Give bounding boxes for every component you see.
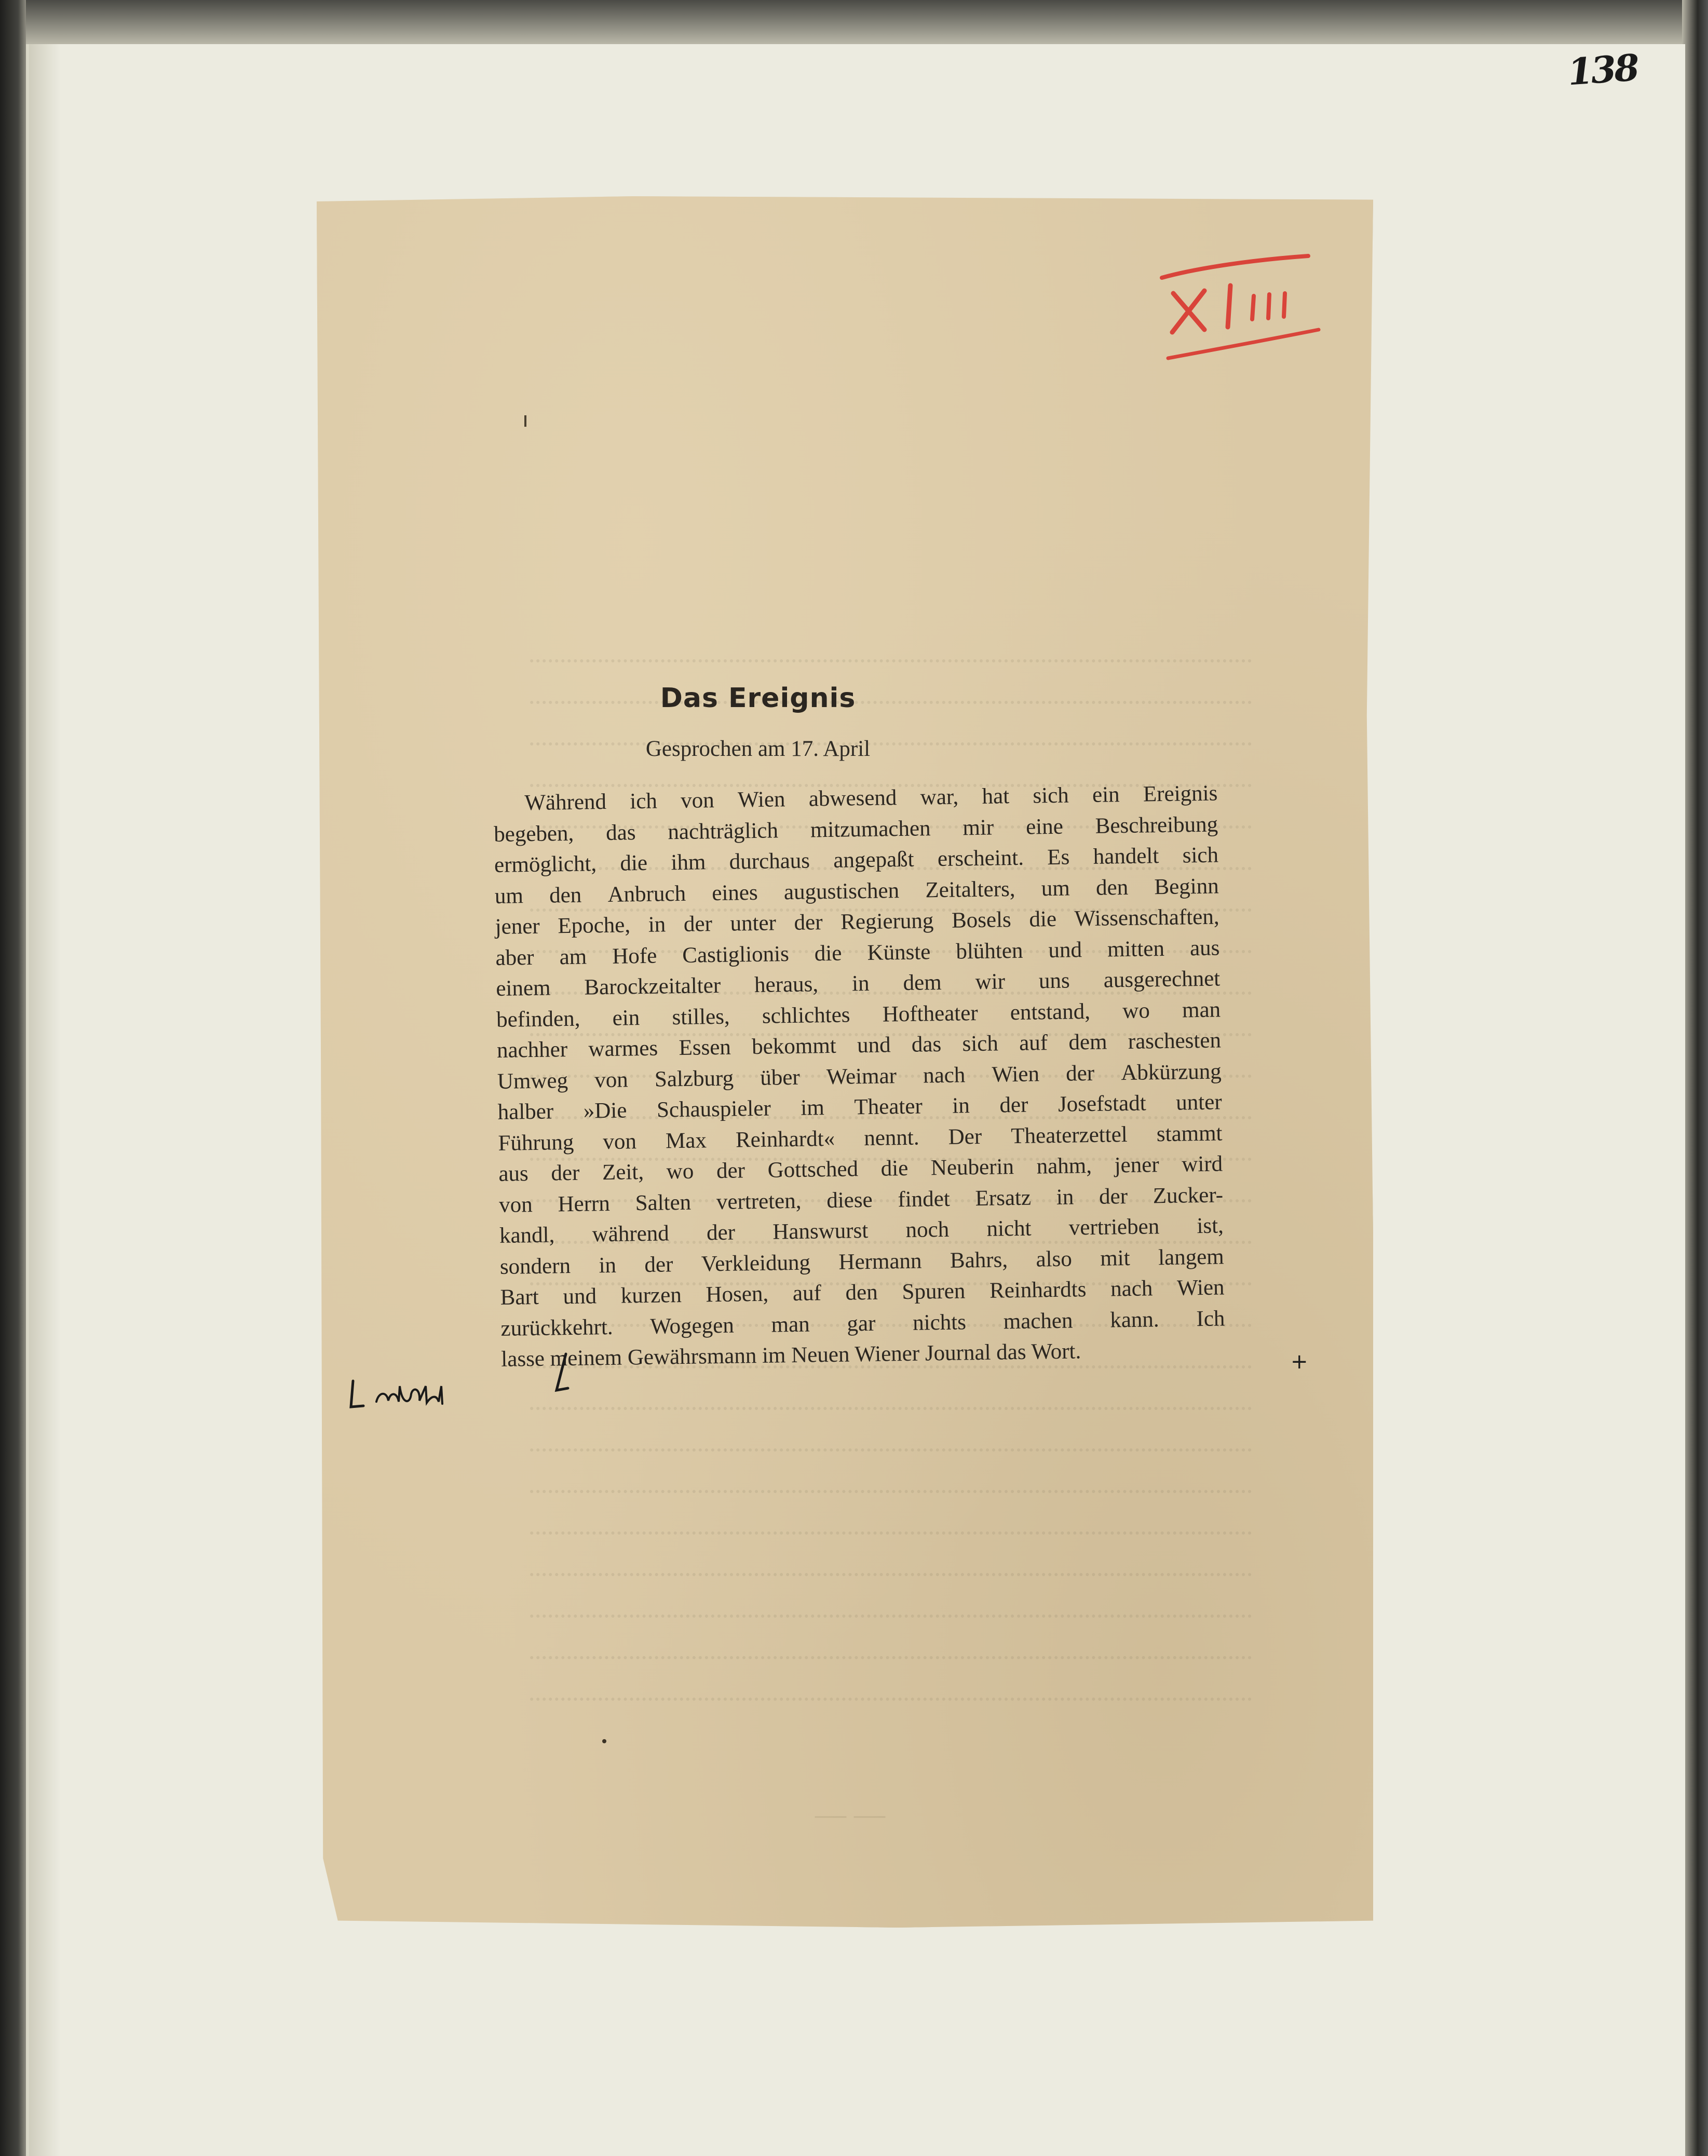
body-word: unter (730, 911, 777, 936)
body-word: kurzen (620, 1283, 682, 1308)
body-word: Wogegen (650, 1313, 735, 1339)
body-word: unter (1175, 1090, 1222, 1115)
document-subtitle: Gesprochen am 17. April (645, 737, 871, 761)
body-word: Ich (1196, 1306, 1225, 1331)
body-word: Bart (500, 1284, 539, 1310)
body-word: aus (498, 1161, 529, 1186)
body-word: zurückkehrt. (500, 1314, 613, 1341)
body-word: wir (975, 969, 1006, 995)
album-top-edge (26, 0, 1682, 44)
body-word: Hermann (838, 1249, 922, 1274)
body-word: eines (711, 880, 758, 905)
body-word: dem (903, 970, 942, 996)
body-word: Hoftheater (882, 1000, 978, 1027)
red-pencil-roman-numeral (1153, 236, 1324, 366)
body-word: Schauspieler (656, 1096, 771, 1122)
body-word: nichts (912, 1309, 967, 1335)
body-word: von (594, 1067, 629, 1092)
body-word: begeben, (493, 821, 574, 847)
body-word: auf (1019, 1030, 1048, 1055)
paper-blemish (602, 1739, 606, 1743)
body-word: nahm, (1036, 1153, 1092, 1179)
body-word: blühten (956, 938, 1023, 964)
body-word: sich (1182, 843, 1219, 868)
body-word: Herrn (558, 1191, 611, 1216)
body-word: findet (898, 1186, 951, 1212)
body-word: ihm (671, 850, 706, 875)
body-word: ein (612, 1005, 640, 1030)
album-binding (0, 0, 26, 2156)
body-word: stammt (1156, 1120, 1223, 1146)
body-word: langem (1158, 1244, 1225, 1270)
body-word: Ersatz (975, 1185, 1032, 1211)
album-right-edge (1682, 0, 1708, 2156)
body-word: ich (629, 789, 658, 814)
body-word: am (559, 944, 587, 969)
body-word: Wien (737, 787, 785, 812)
body-word: diese (826, 1187, 873, 1213)
body-word: nennt. (863, 1125, 919, 1150)
body-word: Reinhardt« (735, 1126, 835, 1152)
body-word: in (952, 1093, 970, 1118)
insertion-mark (550, 1350, 571, 1396)
page-gutter-shadow (29, 44, 60, 2156)
body-word: ist, (1197, 1213, 1224, 1239)
body-word: der (706, 1220, 736, 1245)
body-word: der (551, 1160, 580, 1186)
body-word: wird (1181, 1151, 1223, 1177)
body-word: jener (1114, 1152, 1159, 1178)
body-word: in (1056, 1184, 1074, 1210)
body-line: lasse meinem Gewährsmann im Neuen Wiener Journal das Wort. (501, 1339, 1081, 1372)
body-word: in (648, 912, 666, 937)
bleed-through-line (530, 1661, 1251, 1701)
body-word: abwesend (808, 785, 897, 811)
document-title: Das Ereignis (660, 683, 856, 714)
body-word: Essen (679, 1035, 731, 1061)
body-word: aus (1189, 935, 1220, 960)
body-word: Zeit, (602, 1160, 644, 1185)
body-word: schlichtes (762, 1002, 850, 1028)
body-word: der (716, 1158, 745, 1184)
body-word: der (644, 1252, 673, 1277)
body-word: also (1036, 1246, 1073, 1271)
body-word: Künste (867, 939, 931, 965)
body-word: Salten (635, 1190, 692, 1215)
body-word: Theaterzettel (1010, 1122, 1128, 1148)
body-word: halber (497, 1099, 554, 1124)
body-word: Max (665, 1128, 707, 1153)
body-word: um (1041, 876, 1070, 901)
body-word: Barockzeitalter (584, 973, 721, 1000)
body-word: Wien (1176, 1275, 1225, 1300)
body-word: Reinhardts (989, 1277, 1087, 1303)
body-word: wo (1122, 998, 1150, 1023)
body-word: befinden, (496, 1006, 580, 1032)
body-word: man (1182, 997, 1221, 1023)
body-word: Josefstadt (1058, 1091, 1146, 1117)
body-word: nach (1110, 1276, 1153, 1301)
body-word: raschesten (1128, 1028, 1222, 1054)
body-word: kandl, (499, 1223, 555, 1248)
body-word: Hanswurst (772, 1218, 869, 1244)
body-word: wo (666, 1159, 694, 1184)
body-word: hat (982, 784, 1010, 809)
body-word: und (857, 1033, 891, 1058)
paper-blemish (524, 415, 526, 427)
margin-annotation-handwriting (348, 1371, 462, 1417)
body-word: Hosen, (706, 1281, 769, 1307)
body-word: Neuberin (930, 1155, 1014, 1181)
body-word: angepaßt (833, 847, 914, 873)
body-word: ein (1092, 782, 1120, 807)
body-word: ermöglicht, (494, 851, 597, 877)
body-word: im (801, 1095, 825, 1120)
body-word: Zeitalters, (925, 876, 1015, 902)
body-word: Beschreibung (1095, 812, 1218, 838)
body-word: nachträglich (668, 818, 779, 844)
body-word: Abkürzung (1120, 1059, 1222, 1085)
body-word: Spuren (902, 1279, 966, 1305)
body-word: Regierung (840, 908, 934, 934)
body-word: Gottsched (767, 1157, 859, 1183)
body-word: eine (1025, 814, 1064, 839)
body-word: Wissenschaften, (1074, 904, 1219, 931)
margin-annotation (348, 1371, 462, 1417)
body-word: vertrieben (1068, 1214, 1160, 1240)
body-word: Während (524, 789, 607, 816)
bleed-through-line (530, 623, 1251, 662)
body-word: durchaus (729, 848, 810, 874)
body-word: in (599, 1253, 617, 1278)
bleed-through-line (530, 1620, 1251, 1659)
body-word: über (760, 1065, 800, 1090)
body-word: auf (792, 1281, 822, 1306)
body-word: Es (1047, 845, 1070, 870)
body-word: nach (923, 1062, 966, 1088)
body-word: warmes (588, 1036, 658, 1062)
body-word: und (563, 1284, 597, 1309)
body-word: das (911, 1032, 942, 1057)
body-word: von (498, 1192, 533, 1217)
bleed-through-line (530, 1578, 1251, 1618)
body-word: Weimar (826, 1063, 897, 1089)
body-word: war, (920, 784, 959, 810)
bleed-through-line (530, 1454, 1251, 1493)
body-word: Beginn (1154, 874, 1219, 899)
body-word: nicht (986, 1216, 1032, 1241)
body-word: vertreten, (716, 1188, 802, 1214)
body-word: die (880, 1156, 909, 1181)
body-word: den (549, 883, 582, 908)
body-word: um (494, 883, 524, 908)
body-word: bekommt (751, 1033, 836, 1060)
body-word: und (1048, 937, 1082, 962)
bleed-through-line (530, 1537, 1251, 1576)
body-word: Zucker- (1153, 1182, 1224, 1208)
folio-number: 138 (1566, 46, 1639, 94)
bleed-through-page-number: — — (815, 1797, 885, 1831)
body-word: man (771, 1312, 810, 1337)
body-word: Führung (498, 1130, 574, 1156)
body-word: jener (495, 914, 540, 939)
body-word: mitzumachen (810, 816, 931, 842)
body-word: erscheint. (937, 845, 1024, 872)
body-word: Castiglionis (682, 941, 790, 968)
body-word: der (999, 1092, 1028, 1118)
body-word: Hofe (612, 943, 657, 969)
body-word: mit (1100, 1245, 1130, 1271)
body-word: »Die (583, 1098, 627, 1123)
body-word: Epoche, (558, 913, 631, 939)
body-word: die (1029, 906, 1057, 932)
body-word: den (1095, 875, 1129, 900)
body-word: Der (948, 1124, 982, 1149)
body-word: handelt (1093, 844, 1159, 869)
body-word: aber (495, 945, 534, 970)
body-word: sondern (499, 1253, 571, 1279)
body-word: Bahrs, (950, 1247, 1008, 1273)
body-word: den (845, 1280, 878, 1305)
body-word: die (620, 850, 648, 876)
body-word: in (851, 971, 870, 996)
body-word: ausgerechnet (1103, 966, 1221, 993)
body-word: sich (962, 1031, 999, 1056)
body-word: Umweg (497, 1068, 568, 1094)
body-word: Anbruch (607, 881, 686, 907)
body-word: Verkleidung (701, 1250, 811, 1276)
body-word: der (683, 912, 713, 937)
body-word: stilles, (672, 1004, 730, 1029)
document-body (493, 778, 1226, 1375)
body-word: Theater (854, 1094, 923, 1120)
body-word: dem (1068, 1029, 1107, 1055)
plus-annotation: + (1291, 1350, 1308, 1374)
body-word: die (814, 941, 842, 966)
body-word: mitten (1107, 936, 1165, 962)
body-word: der (1099, 1184, 1128, 1209)
body-word: mir (963, 815, 994, 840)
body-word: Salzburg (654, 1066, 734, 1092)
body-word: gar (847, 1311, 876, 1336)
body-word: der (1065, 1061, 1095, 1086)
body-word: das (605, 820, 636, 845)
body-word: nachher (496, 1037, 568, 1063)
body-word: Bosels (951, 907, 1012, 933)
body-word: noch (905, 1217, 950, 1242)
body-word: sich (1033, 783, 1069, 808)
body-word: Wien (992, 1061, 1040, 1087)
body-word: uns (1038, 968, 1070, 994)
body-word: während (592, 1221, 670, 1247)
body-word: heraus, (754, 972, 819, 998)
body-word: der (794, 910, 823, 935)
body-word: von (680, 788, 715, 813)
body-word: einem (496, 975, 551, 1001)
body-word: augustischen (783, 878, 900, 904)
body-word: von (603, 1129, 637, 1154)
bleed-through-line (530, 1412, 1251, 1452)
bleed-through-line (530, 1495, 1251, 1535)
body-word: entstand, (1010, 999, 1091, 1025)
body-word: machen (1003, 1308, 1073, 1334)
body-word: kann. (1109, 1307, 1159, 1333)
bleed-through-line (530, 1371, 1251, 1410)
body-word: Ereignis (1143, 781, 1218, 807)
